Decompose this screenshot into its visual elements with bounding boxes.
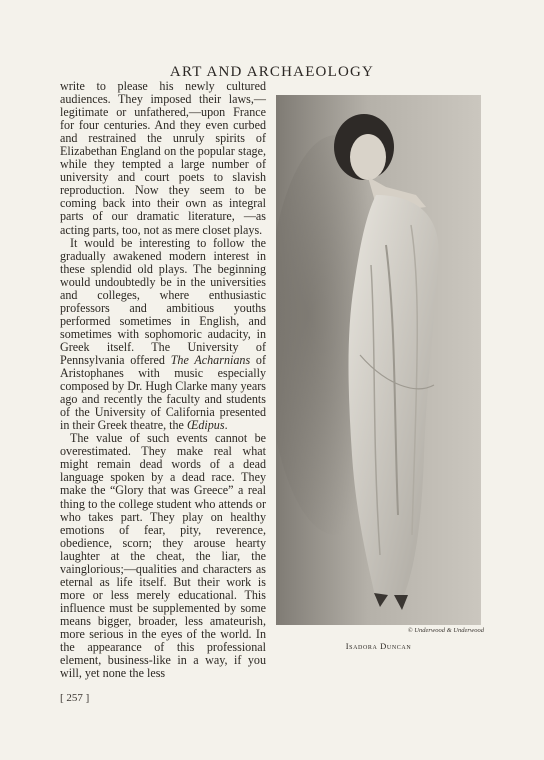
dancer-figure-illustration [276, 95, 481, 625]
body-text-column [60, 80, 266, 680]
paragraph-1: write to please his newly cultured audiences. They imposed their laws,—legitimate or unfathered,—upon France for four centuries. And they even curbed and restrained the unruly spirits of Elizabethan England on the popular stage, while they tempted a large number of university and court poets to slavish reproduction. Now they seem to be coming back into their own as integral parts of our dramatic literature, —as acting parts, too, not as mere closet plays. [60, 79, 266, 237]
title-oedipus: Œdipus [186, 418, 225, 433]
paragraph-2-part-c: . [224, 418, 228, 433]
title-acharnians: The Acharnians [170, 352, 251, 367]
paragraph-2-part-b: of Aristophanes with music especially composed by Dr. Hugh Clarke many years ago and recently the faculty and students of the University of California presented in their Greek theatre, the [60, 352, 266, 433]
paragraph-3: The value of such events cannot be overestimated. They make real what might remain dead words of a dead language spoken by a dead race. They make the “Glory that was Greece” a real thing to the college student who attends or who takes part. They play on healthy emotions of fear, pity, reverence, obedience, scorn; they arouse hearty laughter at the cheat, the liar, the vainglorious;—qualities and characters as eternal as life itself. But their work is more or less merely educational. This influence must be supplemented by some means bigger, broader, less amateurish, more serious in the eyes of the world. In the appearance of this professional element, business-like in a way, if you will, yet none the less [60, 431, 266, 681]
page-number: [ 257 ] [60, 692, 90, 704]
dancer-photograph [276, 95, 481, 625]
running-header: ART AND ARCHAEOLOGY [169, 64, 375, 80]
paragraph-2-part-a: It would be interesting to follow the gradually awakened modern interest in these splendid old plays. The beginning would undoubtedly be in the universities and colleges, where enthusiastic professors and ambitious youths performed sometimes in English, and sometimes with sophomoric audacity, in Greek itself. The University of Pennsylvania offered [60, 235, 266, 367]
photo-caption: Isadora Duncan [345, 641, 412, 651]
photo-credit: © Underwood & Underwood [407, 627, 484, 634]
paragraph-2 [60, 237, 266, 433]
